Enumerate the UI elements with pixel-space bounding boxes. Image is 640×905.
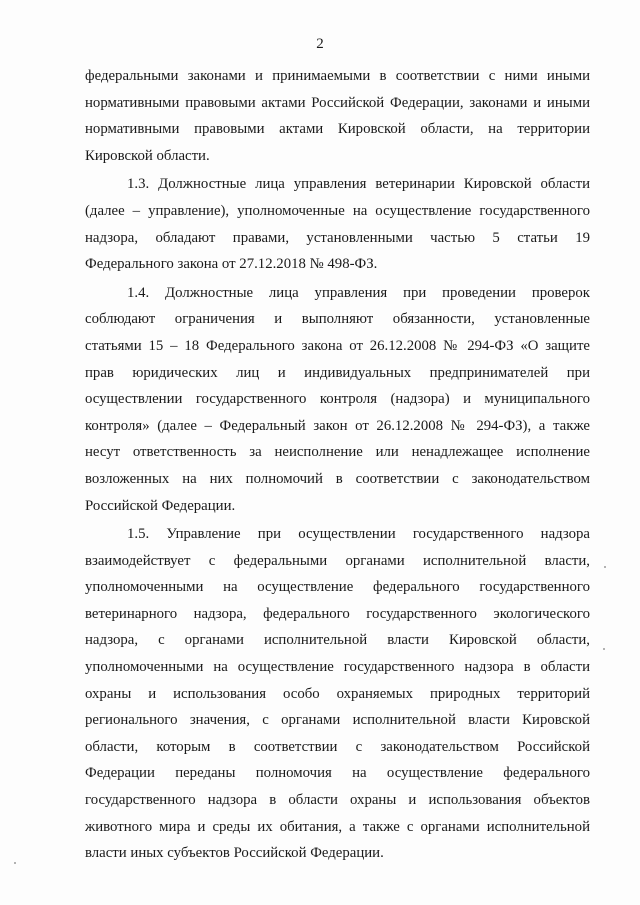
text-line: Федерального закона от 27.12.2018 № 498-ФЗ.: [85, 256, 378, 273]
text-line: Кировской области.: [85, 147, 210, 164]
text-line: прав юридических лиц и индивидуальных предпринимателей при: [85, 364, 590, 381]
text-line: области, которым в соответствии с законодательством Российской: [85, 738, 590, 755]
text-line: несут ответственность за неисполнение или ненадлежащее исполнение: [85, 444, 590, 461]
text-line: животного мира и среды их обитания, а также с органами исполнительной: [85, 818, 590, 835]
paragraph-1-4: [85, 280, 590, 519]
text-line: уполномоченными на осуществление государственного надзора в области: [85, 659, 590, 676]
text-line: 1.4. Должностные лица управления при проведении проверок: [127, 284, 590, 301]
paragraph-1-3: [85, 171, 590, 277]
text-line: Российской Федерации.: [85, 497, 236, 514]
text-line: нормативными правовыми актами Кировской области, на территории: [85, 121, 590, 138]
text-line: нормативными правовыми актами Российской Федерации, законами и иными: [85, 94, 590, 111]
text-line: возложенных на них полномочий в соответствии с законодательством: [85, 470, 590, 487]
paragraph-continuation: [85, 63, 590, 169]
text-line: осуществлении государственного контроля (надзора) и муниципального: [85, 391, 590, 408]
paragraph-1-5: [85, 521, 590, 867]
text-line: соблюдают ограничения и выполняют обязанности, установленные: [85, 311, 590, 328]
text-line: 1.5. Управление при осуществлении государственного надзора: [127, 526, 590, 543]
text-line: регионального значения, с органами исполнительной власти Кировской: [85, 712, 590, 729]
text-line: контроля» (далее – Федеральный закон от 26.12.2008 № 294-ФЗ), а также: [85, 417, 590, 434]
scan-speck: [604, 566, 606, 568]
text-line: статьями 15 – 18 Федерального закона от 26.12.2008 № 294-ФЗ «О защите: [85, 337, 590, 354]
text-line: уполномоченными на осуществление федерального государственного: [85, 579, 590, 596]
text-line: надзора, с органами исполнительной власти Кировской области,: [85, 632, 590, 649]
text-line: Федерации переданы полномочия на осуществление федерального: [85, 765, 590, 782]
text-line: ветеринарного надзора, федерального государственного экологического: [85, 605, 590, 622]
text-line: надзора, обладают правами, установленными частью 5 статьи 19: [85, 229, 590, 246]
text-line: 1.3. Должностные лица управления ветеринарии Кировской области: [127, 176, 590, 193]
scan-speck: [14, 862, 16, 864]
text-line: взаимодействует с федеральными органами исполнительной власти,: [85, 552, 590, 569]
text-line: федеральными законами и принимаемыми в соответствии с ними иными: [85, 68, 590, 84]
scan-speck: [603, 648, 605, 650]
text-line: охраны и использования особо охраняемых природных территорий: [85, 685, 590, 702]
page-number: 2: [316, 36, 324, 52]
text-line: государственного надзора в области охраны и использования объектов: [85, 792, 590, 809]
text-line: власти иных субъектов Российской Федерации.: [85, 845, 384, 862]
document-body: [85, 63, 590, 869]
text-line: (далее – управление), уполномоченные на осуществление государственного: [85, 202, 590, 219]
